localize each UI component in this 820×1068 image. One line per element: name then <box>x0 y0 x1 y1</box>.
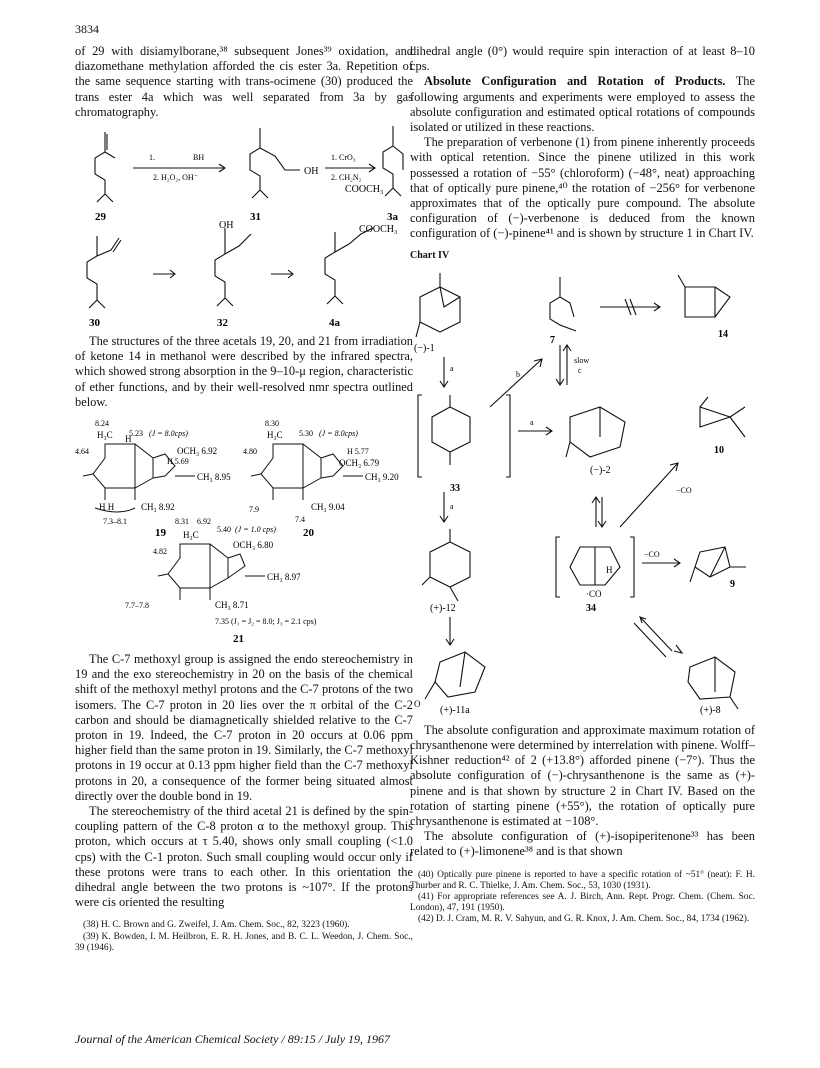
chart-iv-drawing <box>410 267 755 719</box>
nmr19-569: H 5.69 <box>167 457 189 467</box>
chart-co1: −CO <box>676 485 692 495</box>
footnote-38: (38) H. C. Brown and G. Zweifel, J. Am. Chem. Soc., 82, 3223 (1960). <box>83 920 350 931</box>
chart-33: 33 <box>450 482 460 494</box>
nmr20-och3: OCH₃ 6.79 <box>339 458 380 469</box>
scheme-1-drawing <box>75 124 413 330</box>
right-column <box>410 44 755 926</box>
chart-9: 9 <box>730 578 735 590</box>
nmr19-och3: OCH₃ 6.92 <box>177 446 218 457</box>
right-paragraph-5: The absolute configuration of (+)-isopiperitenone³³ has been related to (+)-limonene³⁸ and is that shown <box>410 829 755 859</box>
nmr21-range: 7.7–7.8 <box>125 601 149 611</box>
nmr20-j: (J = 8.0cps) <box>319 429 358 439</box>
label-3a: 3a <box>387 211 398 224</box>
chart-m2: (−)-2 <box>590 464 611 476</box>
label-32: 32 <box>217 317 228 330</box>
label-21: 21 <box>233 633 244 646</box>
right-paragraph-4: The absolute configuration and approximate maximum rotation of chrysanthenone were determined by interrelation with pinene. Wolff–Kishner reduction⁴² of 2 (+13.8°) afforded pinene (−7°). Thus the absolute configuration of (−)-chrysanthenone is the same as (+)-pinene and is that shown by structure 2 in Chart IV. Based on the rotation of starting pinene (+55°), the rotation of optically pure chrysanthenone is estimated at −108°. <box>410 722 755 829</box>
left-paragraph-4: The stereochemistry of the third acetal 21 is defined by the spin-coupling pattern of the C-8 proton α to the methoxyl group. This proton, which occurs at τ 5.40, shows only small coupling (<1.0 cps) with the C-1 proton. Such small coupling would occur only if these protons were trans to each other. In this orientation the dihedral angle between the two protons is ~107°. If the protons were cis oriented the resulting <box>75 804 413 910</box>
nmr21-ch3b: CH₃ 8.71 <box>215 600 249 611</box>
nmr21-och3: OCH₃ 6.80 <box>233 540 274 551</box>
scheme-reagent-1a: 1. <box>149 153 155 163</box>
chart-iv-label: Chart IV <box>410 249 450 261</box>
chart-7: 7 <box>550 334 555 346</box>
nmr21-692: 6.92 <box>197 517 211 527</box>
chart-iv <box>410 267 755 719</box>
chart-a2: a <box>530 417 534 427</box>
right-paragraph-3: The preparation of verbenone (1) from pinene inherently proceeds with optical retention. Since the pinene utilized in this work possessed a rotation of −55° (chloroform) (−48°, neat) approaching that of optically pure pinene,⁴⁰ the rotation of −256° for verbenone approximates that of the optically pure compound. The absolute configuration of (−)-verbenone is deduced from the known configuration of (−)-pinene⁴¹ and is shown by structure 1 in Chart IV. <box>410 135 755 241</box>
label-30: 30 <box>89 317 100 330</box>
label-4a: 4a <box>329 317 340 330</box>
right-paragraph-2: The following arguments and experiments were employed to assess the absolute configuration and estimated optical rotations of compounds isolated or utilized in these reactions. <box>410 74 755 135</box>
scheme-oh-31: OH <box>304 166 319 178</box>
chart-c: c <box>578 365 582 375</box>
section-heading: Absolute Configuration and Rotation of Products. <box>424 74 726 89</box>
label-29: 29 <box>95 211 106 224</box>
nmr19-ch3a: CH₃ 8.95 <box>197 472 231 483</box>
nmr19-523: 5.23 <box>129 429 143 439</box>
nmr-figure <box>75 414 413 648</box>
chart-34: 34 <box>586 602 596 614</box>
right-paragraph-1: dihedral angle (0°) would require spin interaction of at least 8–10 cps. <box>410 44 755 74</box>
page-number: 3834 <box>75 22 99 36</box>
label-20: 20 <box>303 527 314 540</box>
scheme-reagent-2b: 2. CH₂N₂ <box>331 173 362 183</box>
chart-co2: −CO <box>644 549 660 559</box>
chart-10: 10 <box>714 444 724 456</box>
label-31: 31 <box>250 211 261 224</box>
nmr-drawing <box>75 414 413 648</box>
scheme-1 <box>75 124 413 330</box>
nmr20-ch3a: CH₃ 9.20 <box>365 472 399 483</box>
nmr21-h3c: H₃C <box>183 530 199 541</box>
nmr19-j: (J = 8.0cps) <box>149 429 188 439</box>
footnote-39: (39) K. Bowden, I. M. Heilbron, E. R. H. Jones, and B. C. L. Weedon, J. Chem. Soc., 39 (1946). <box>75 931 413 953</box>
chart-a3: a <box>450 501 454 511</box>
left-paragraph-1: of 29 with disiamylborane,³⁸ subsequent Jones³⁹ oxidation, and diazomethane methylation afforded the cis ester 3a. Repetition of the same sequence starting with trans-ocimene (30) produced the trans ester 4a which was well separated from 3a by gas chromatography. <box>75 44 413 119</box>
nmr20-530: 5.30 <box>299 429 313 439</box>
scheme-reagent-2a: 1. CrO₃ <box>331 153 356 163</box>
left-paragraph-2: The structures of the three acetals 19, 20, and 21 from irradiation of ketone 14 in methanol were described by the infrared spectra, which showed strong absorption in the 9–10-μ region, characteristic of ether functions, and by their well-resolved nmr spectra outlined below. <box>75 334 413 409</box>
footnote-41: (41) For appropriate references see A. J. Birch, Ann. Rept. Progr. Chem. (Chem. Soc. London), 47, 191 (1950). <box>410 892 755 914</box>
nmr21-540: 5.40 <box>217 525 231 535</box>
nmr20-h3c: H₃C <box>267 430 283 441</box>
nmr19-824: 8.24 <box>95 419 109 429</box>
nmr19-h3c: H₃C <box>97 430 113 441</box>
nmr19-range: 7.3–8.1 <box>103 517 127 527</box>
chart-p11a: (+)-11a <box>440 704 470 716</box>
nmr19-464: 4.64 <box>75 447 89 457</box>
scheme-cooch3-4a: COOCH₃ <box>359 224 398 236</box>
nmr21-ch3a: CH₃ 8.97 <box>267 572 301 583</box>
scheme-reagent-1b: BH <box>193 153 205 163</box>
nmr21-831: 8.31 <box>175 517 189 527</box>
chart-14: 14 <box>718 328 728 340</box>
left-column <box>75 44 413 954</box>
nmr21-482: 4.82 <box>153 547 167 557</box>
chart-b: b <box>516 369 520 379</box>
chart-p8: (+)-8 <box>700 704 721 716</box>
nmr20-480: 4.80 <box>243 447 257 457</box>
chart-slow: slow <box>574 355 590 365</box>
label-19: 19 <box>155 527 166 540</box>
footnote-42: (42) D. J. Cram, M. R. V. Sahyun, and G. R. Knox, J. Am. Chem. Soc., 84, 1734 (1962). <box>418 914 750 925</box>
scheme-cooch3-3a: COOCH₃ <box>345 184 384 196</box>
journal-footer: Journal of the American Chemical Society / 89:15 / July 19, 1967 <box>75 1032 391 1046</box>
nmr19-ch3b: CH₃ 8.92 <box>141 502 175 513</box>
scheme-oh-32: OH <box>219 220 234 232</box>
nmr20-ch3b: CH₃ 9.04 <box>311 502 345 513</box>
nmr20-79: 7.9 <box>249 505 259 515</box>
chart-p12: (+)-12 <box>430 602 456 614</box>
nmr21-735: 7.35 (J₁ = J₂ = 8.0; J₃ = 2.1 cps) <box>215 617 317 627</box>
chart-co3: ·CO <box>586 588 602 599</box>
nmr19-hh: H H <box>99 502 115 513</box>
nmr19-h: H <box>125 434 132 445</box>
scheme-reagent-1c: 2. H₂O₂, OH⁻ <box>153 173 198 183</box>
nmr20-830: 8.30 <box>265 419 279 429</box>
chart-o: O <box>414 698 421 709</box>
nmr20-74: 7.4 <box>295 515 305 525</box>
left-paragraph-3: The C-7 methoxyl group is assigned the endo stereochemistry in 19 and the exo stereochemistry in 20 on the basis of the chemical shift of the methoxyl methyl protons and the C-7 protons of the two isomers. The C-7 proton in 20 lies over the π orbital of the C-2 carbon and should be diamagnetically shielded relative to the C-7 proton in 19. Indeed, the C-7 proton in 20 occurs at 0.06 ppm higher field than the same proton in 19. Similarly, the C-7 methoxyl protons in 19 occur at 0.13 ppm higher field than the C-7 methoxyl protons in 20, a consequence of the former being situated almost directly over the double bond in 19. <box>75 652 413 803</box>
footnote-40: (40) Optically pure pinene is reported to have a specific rotation of ~51° (neat): F. H. Thurber and R. C. Thielke, J. Am. Chem. Soc., 53, 1030 (1931). <box>410 869 755 891</box>
nmr20-577: H 5.77 <box>347 447 369 457</box>
nmr21-j: (J = 1.0 cps) <box>235 525 276 535</box>
chart-h: H <box>606 564 613 575</box>
chart-a1: a <box>450 363 454 373</box>
chart-m1: (−)-1 <box>414 342 435 354</box>
